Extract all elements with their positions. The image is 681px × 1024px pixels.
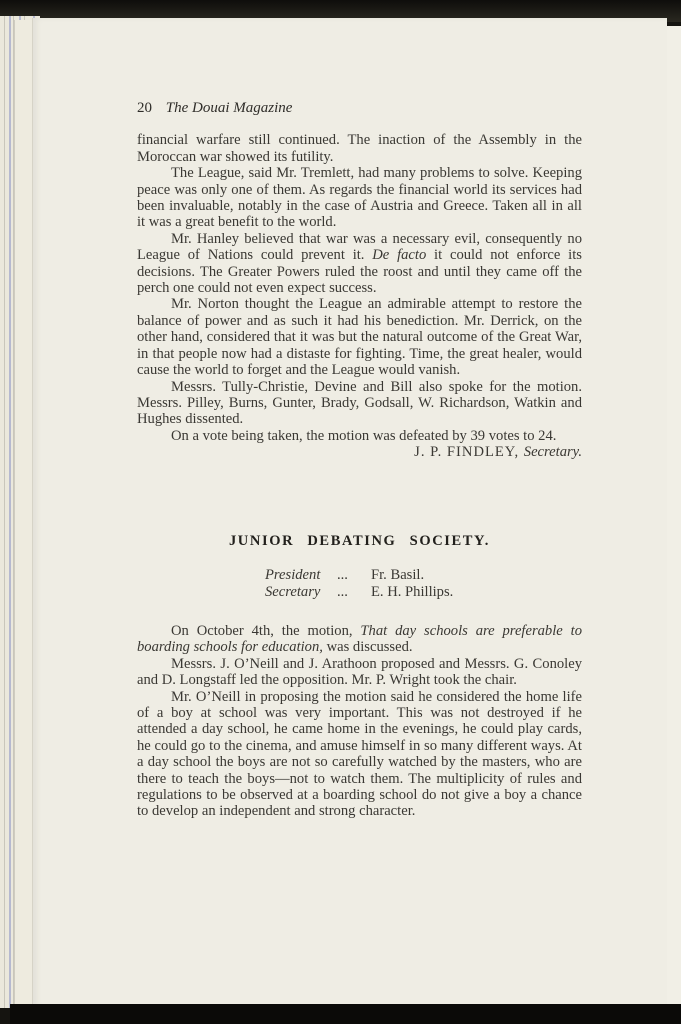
text-run: it could not enforce its decisions. The Greater Powers ruled the roost and until they came off the perch one could not even expect success. (137, 247, 582, 297)
paragraph (137, 428, 582, 444)
signature-name: J. P. FINDLEY, (414, 444, 520, 461)
text-run: On October 4th, the motion, (171, 622, 361, 639)
text-run: Messrs. Tully-Christie, Devine and Bill also spoke for the motion. Messrs. Pilley, Burns, Gunter, Brady, Godsall, W. Richardson, Watkin and Hughes dissented. (137, 378, 582, 428)
officer-role: President (265, 566, 321, 583)
text-run: Messrs. J. O’Neill and J. Arathoon proposed and Messrs. G. Conoley and D. Longstaff led the opposition. Mr. P. Wright took the chair. (137, 655, 582, 689)
officer-leader-dots: ... (337, 583, 348, 600)
page-content (137, 100, 582, 820)
text-run: was discussed. (322, 639, 413, 656)
italic-text: De facto (372, 247, 427, 264)
text-run: Mr. Norton thought the League an admirable attempt to restore the balance of power and as such it had his benediction. Mr. Derrick, on the other hand, considered that it was but the natural outcome of the Great War, in that people now had a distaste for fighting. Time, the great healer, would cause the world to forget and the League would vanish. (137, 296, 582, 379)
paragraph (137, 296, 582, 378)
scanner-background-bottom (10, 1004, 681, 1024)
text-run: On a vote being taken, the motion was defeated by 39 votes to 24. (171, 427, 557, 444)
previous-article-body (137, 132, 582, 444)
paragraph (137, 165, 582, 231)
text-run: Mr. O’Neill in proposing the motion said he considered the home life of a boy at school was very important. This was not destroyed if he attended a day school, he came home in the evenings, he could play cards, he could go to the cinema, and amuse himself in so many different ways. At a day school the boys are not so carefully watched by the masters, who are there to teach the boys—not to watch them. The multiplicity of rules and regulations to be observed at a boarding school do not give a boy a chance to develop an independent and strong character. (137, 688, 582, 820)
signature-title: Secretary. (523, 444, 582, 461)
paragraph (137, 231, 582, 297)
officer-role: Secretary (265, 583, 321, 600)
officer-row (265, 584, 582, 601)
officer-name: E. H. Phillips. (371, 583, 454, 600)
paragraph (137, 656, 582, 689)
officer-leader-dots: ... (337, 566, 348, 583)
paragraph (137, 623, 582, 656)
magazine-title: The Douai Magazine (165, 100, 293, 116)
text-run: Mr. Hanley believed that war was a necessary evil, consequently no League of Nations could prevent it. (137, 230, 582, 264)
signature (137, 444, 582, 460)
officer-name: Fr. Basil. (371, 566, 425, 583)
running-head (137, 100, 582, 116)
paragraph (137, 379, 582, 428)
junior-debating-body (137, 623, 582, 820)
officer-row (265, 567, 582, 584)
paragraph (137, 689, 582, 820)
paragraph (137, 132, 582, 165)
text-run: The League, said Mr. Tremlett, had many problems to solve. Keeping peace was only one of them. As regards the financial world its services had been invaluable, notably in the case of Austria and Greece. Taken all in all it was a great benefit to the world. (137, 165, 582, 231)
italic-text: That day schools are preferable to boarding schools for education, (137, 622, 582, 656)
text-run: financial warfare still continued. The inaction of the Assembly in the Moroccan war showed its futility. (137, 132, 582, 165)
section-title: JUNIOR DEBATING SOCIETY. (228, 532, 491, 549)
page-number: 20 (137, 100, 152, 116)
officers-list (265, 567, 582, 601)
